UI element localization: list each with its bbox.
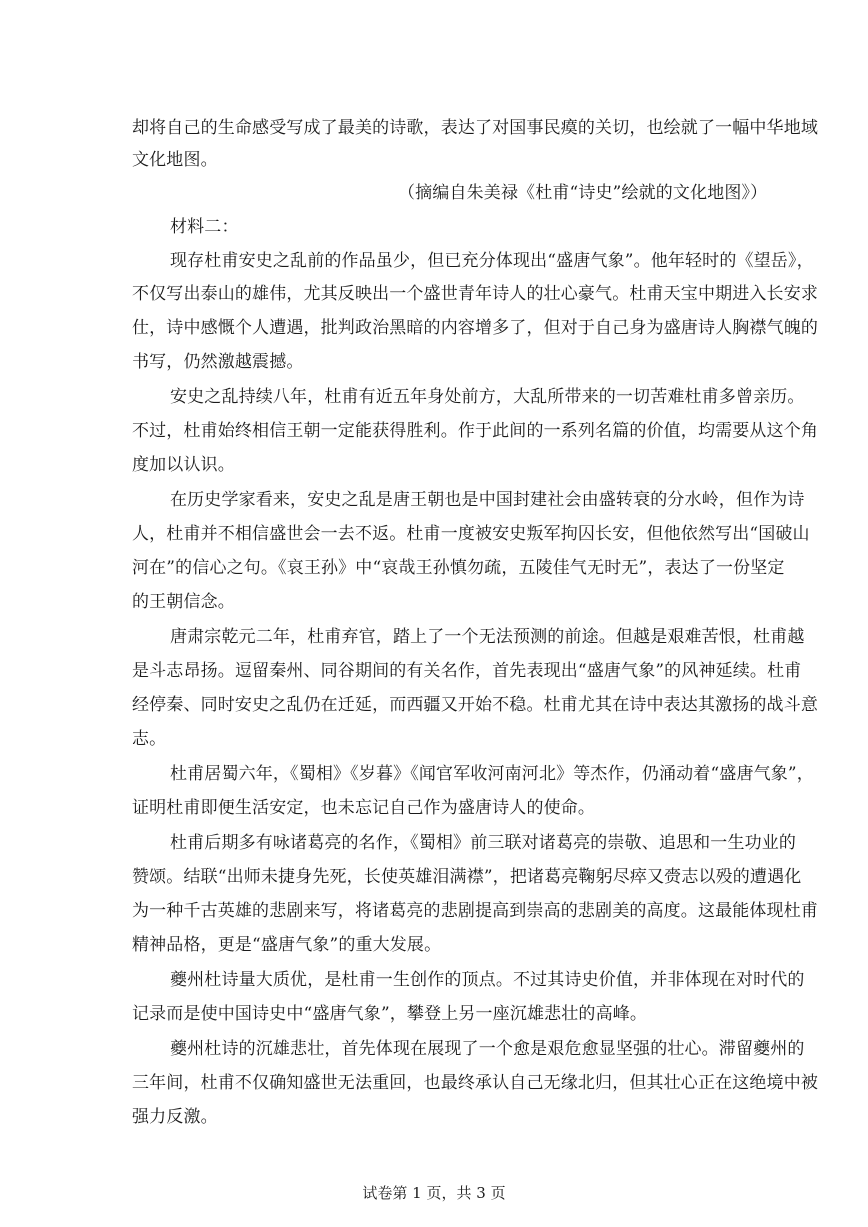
paragraph-line: 强力反激。 [132,1107,218,1127]
paragraph-line: 记录而是使中国诗史中“盛唐气象”，攀登上另一座沉雄悲壮的高峰。 [132,1004,648,1024]
paragraph-line: 安史之乱持续八年，杜甫有近五年身处前方，大乱所带来的一切苦难杜甫多曾亲历。 [170,387,805,407]
paragraph-line: 的王朝信念。 [132,592,235,612]
paragraph-line: 河在”的信心之句。《哀王孙》中“哀哉王孙慎勿疏，五陵佳气无时无”，表达了一份坚定 [132,558,785,578]
section-heading: 材料二： [170,217,239,237]
paragraph-line: 人，杜甫并不相信盛世会一去不返。杜甫一度被安史叛军拘囚长安，但他依然写出“国破山 [132,524,810,544]
paragraph-line: 在历史学家看来，安史之乱是唐王朝也是中国封建社会由盛转衰的分水岭，但作为诗 [170,490,805,510]
paragraph-line: 唐肃宗乾元二年，杜甫弃官，踏上了一个无法预测的前途。但越是艰难苦恨，杜甫越 [170,627,805,647]
paragraph-line: 夔州杜诗的沉雄悲壮，首先体现在展现了一个愈是艰危愈显坚强的壮心。滞留夔州的 [170,1039,805,1059]
paragraph-line: 仕，诗中感慨个人遭遇，批判政治黑暗的内容增多了，但对于自己身为盛唐诗人胸襟气魄的 [132,318,818,338]
paragraph-line: 不仅写出泰山的雄伟，尤其反映出一个盛世青年诗人的壮心豪气。杜甫天宝中期进入长安求 [132,284,818,304]
paragraph-line: 为一种千古英雄的悲剧来写，将诸葛亮的悲剧提高到崇高的悲剧美的高度。这最能体现杜甫 [132,901,818,921]
paragraph-line: 精神品格，更是“盛唐气象”的重大发展。 [132,935,442,955]
paragraph-line: 赞颂。结联“出师未捷身先死，长使英雄泪满襟”，把诸葛亮鞠躬尽瘁又赍志以殁的遭遇化 [132,867,802,887]
paragraph-line: 度加以认识。 [132,455,235,475]
paragraph-line: 书写，仍然激越震撼。 [132,352,304,372]
paragraph-line: 现存杜甫安史之乱前的作品虽少，但已充分体现出“盛唐气象”。他年轻时的《望岳》， [170,251,814,271]
paragraph-line: 证明杜甫即便生活安定，也未忘记自己作为盛唐诗人的使命。 [132,798,596,818]
paragraph-line: 不过，杜甫始终相信王朝一定能获得胜利。作于此间的一系列名篇的价值，均需要从这个角 [132,421,818,441]
paragraph-line: 杜甫后期多有咏诸葛亮的名作，《蜀相》前三联对诸葛亮的崇敬、追思和一生功业的 [170,833,797,853]
paragraph-line: 是斗志昂扬。逗留秦州、同谷期间的有关名作，首先表现出“盛唐气象”的风神延续。杜甫 [132,661,802,681]
text-line: 却将自己的生命感受写成了最美的诗歌，表达了对国事民瘼的关切，也绘就了一幅中华地域 [132,118,818,138]
paragraph-line: 经停秦、同时安史之乱仍在迁延，而西疆又开始不稳。杜甫尤其在诗中表达其激扬的战斗意 [132,695,818,715]
paragraph-line: 三年间，杜甫不仅确知盛世无法重回，也最终承认自己无缘北归，但其壮心正在这绝境中被 [132,1073,818,1093]
text-line: 文化地图。 [132,150,218,170]
paragraph-line: 杜甫居蜀六年，《蜀相》《岁暮》《闻官军收河南河北》等杰作，仍涌动着“盛唐气象”， [170,764,814,784]
paragraph-line: 志。 [132,729,167,749]
paragraph-line: 夔州杜诗量大质优，是杜甫一生创作的顶点。不过其诗史价值，并非体现在对时代的 [170,970,805,990]
source-citation: （摘编自朱美禄《杜甫“诗史”绘就的文化地图》） [398,183,768,203]
page-footer: 试卷第 1 页，共 3 页 [362,1184,506,1202]
